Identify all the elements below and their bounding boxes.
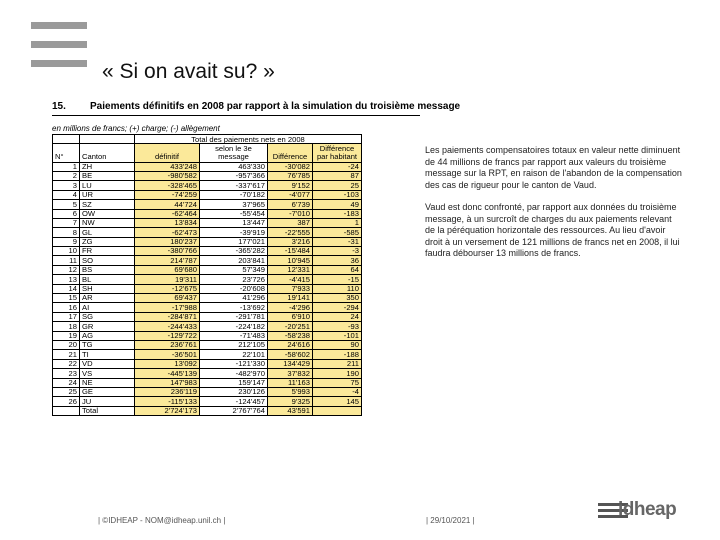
row-difference: 3'216 xyxy=(268,237,313,246)
row-number: 8 xyxy=(53,228,80,237)
row-selon: 203'841 xyxy=(200,256,268,265)
row-par-habitant: 190 xyxy=(313,369,362,378)
row-difference: 10'945 xyxy=(268,256,313,265)
row-definitif: -445'139 xyxy=(135,369,200,378)
row-canton: GE xyxy=(80,387,135,396)
row-par-habitant: 350 xyxy=(313,294,362,303)
table-row xyxy=(53,228,362,237)
header-definitif: définitif xyxy=(135,144,200,162)
row-canton: UR xyxy=(80,190,135,199)
row-difference: 387 xyxy=(268,218,313,227)
row-definitif: 13'092 xyxy=(135,359,200,368)
table-row xyxy=(53,387,362,396)
row-canton: SH xyxy=(80,284,135,293)
row-number: 17 xyxy=(53,312,80,321)
row-number: 24 xyxy=(53,378,80,387)
header-num: N° xyxy=(53,144,80,162)
table-row xyxy=(53,190,362,199)
row-canton: TG xyxy=(80,341,135,350)
section-title: Paiements définitifs en 2008 par rapport à la simulation du troisième message xyxy=(90,101,461,112)
section-number: 15. xyxy=(52,101,66,112)
row-number: 15 xyxy=(53,294,80,303)
row-par-habitant: -24 xyxy=(313,162,362,171)
row-definitif: 180'237 xyxy=(135,237,200,246)
row-definitif: 44'724 xyxy=(135,200,200,209)
row-canton: VD xyxy=(80,359,135,368)
row-selon: -124'457 xyxy=(200,397,268,406)
row-selon: -55'454 xyxy=(200,209,268,218)
row-par-habitant: 24 xyxy=(313,312,362,321)
row-definitif: -380'766 xyxy=(135,247,200,256)
row-difference: 24'616 xyxy=(268,341,313,350)
row-canton: FR xyxy=(80,247,135,256)
row-definitif: -17'988 xyxy=(135,303,200,312)
row-selon: 41'296 xyxy=(200,294,268,303)
row-canton: TI xyxy=(80,350,135,359)
row-definitif: 19'311 xyxy=(135,275,200,284)
row-selon: 159'147 xyxy=(200,378,268,387)
row-selon: 13'447 xyxy=(200,218,268,227)
row-par-habitant: -183 xyxy=(313,209,362,218)
row-number: 9 xyxy=(53,237,80,246)
header-par-habitant: Différence par habitant xyxy=(313,144,362,162)
row-par-habitant: -4 xyxy=(313,387,362,396)
row-difference: 19'141 xyxy=(268,294,313,303)
row-definitif: -244'433 xyxy=(135,322,200,331)
row-par-habitant: 25 xyxy=(313,181,362,190)
row-number: 2 xyxy=(53,171,80,180)
footer-date: | 29/10/2021 | xyxy=(426,516,475,525)
row-number: 13 xyxy=(53,275,80,284)
row-number: 11 xyxy=(53,256,80,265)
row-definitif: -36'501 xyxy=(135,350,200,359)
row-number: 22 xyxy=(53,359,80,368)
row-definitif: 147'983 xyxy=(135,378,200,387)
row-canton: JU xyxy=(80,397,135,406)
row-difference: -58'602 xyxy=(268,350,313,359)
row-difference: 76'785 xyxy=(268,171,313,180)
row-difference: 7'933 xyxy=(268,284,313,293)
row-selon: -337'617 xyxy=(200,181,268,190)
footer-copyright: | ©IDHEAP - NOM@idheap.unil.ch | xyxy=(98,516,226,525)
row-canton: LU xyxy=(80,181,135,190)
row-selon: -957'366 xyxy=(200,171,268,180)
row-canton: AG xyxy=(80,331,135,340)
row-par-habitant: 110 xyxy=(313,284,362,293)
menu-bars-decoration xyxy=(31,22,87,79)
explanation-note xyxy=(425,145,683,271)
row-definitif: -12'675 xyxy=(135,284,200,293)
payments-table xyxy=(52,134,362,416)
table-row xyxy=(53,312,362,321)
row-canton: ZH xyxy=(80,162,135,171)
table-row xyxy=(53,369,362,378)
section-rule xyxy=(52,115,420,116)
row-number: 4 xyxy=(53,190,80,199)
row-definitif: -62'473 xyxy=(135,228,200,237)
row-canton: NW xyxy=(80,218,135,227)
table-row xyxy=(53,171,362,180)
row-selon: 230'126 xyxy=(200,387,268,396)
row-difference: 37'832 xyxy=(268,369,313,378)
total-par-habitant xyxy=(313,406,362,415)
row-number: 20 xyxy=(53,341,80,350)
row-par-habitant: -3 xyxy=(313,247,362,256)
table-row xyxy=(53,303,362,312)
total-difference: 43'591 xyxy=(268,406,313,415)
bar-1 xyxy=(31,22,87,29)
total-row xyxy=(53,406,362,415)
row-par-habitant: -103 xyxy=(313,190,362,199)
row-canton: NE xyxy=(80,378,135,387)
row-definitif: 69'680 xyxy=(135,265,200,274)
row-difference: -30'082 xyxy=(268,162,313,171)
note-paragraph-1: Les paiements compensatoires totaux en valeur nette diminuent de 44 millions de francs par rapport aux valeurs du troisième message sur la RPT, en raison de l'abandon de la compensation des cas de rigueur pour le canton de Vaud. xyxy=(425,145,682,190)
logo-text: idheap xyxy=(618,499,677,520)
row-difference: 6'910 xyxy=(268,312,313,321)
row-number: 6 xyxy=(53,209,80,218)
table-row xyxy=(53,341,362,350)
row-number: 5 xyxy=(53,200,80,209)
row-difference: 9'325 xyxy=(268,397,313,406)
table-row xyxy=(53,397,362,406)
row-definitif: -62'464 xyxy=(135,209,200,218)
row-selon: -13'692 xyxy=(200,303,268,312)
row-definitif: -328'465 xyxy=(135,181,200,190)
total-label: Total xyxy=(80,406,135,415)
row-number: 7 xyxy=(53,218,80,227)
row-number: 1 xyxy=(53,162,80,171)
row-difference: 6'739 xyxy=(268,200,313,209)
row-number: 23 xyxy=(53,369,80,378)
row-difference: -4'077 xyxy=(268,190,313,199)
table-row xyxy=(53,162,362,171)
table-row xyxy=(53,247,362,256)
row-par-habitant: 36 xyxy=(313,256,362,265)
table-row xyxy=(53,256,362,265)
row-selon: 212'105 xyxy=(200,341,268,350)
row-selon: -121'330 xyxy=(200,359,268,368)
row-canton: OW xyxy=(80,209,135,218)
row-definitif: 433'248 xyxy=(135,162,200,171)
slide-title: « Si on avait su? » xyxy=(102,60,275,83)
row-par-habitant: 211 xyxy=(313,359,362,368)
row-par-habitant: 1 xyxy=(313,218,362,227)
row-canton: SO xyxy=(80,256,135,265)
row-number: 3 xyxy=(53,181,80,190)
note-paragraph-2: Vaud est donc confronté, par rapport aux données du troisième message, à un surcroît de charges du aux paiements relevant de la péréquation horizontale des ressources. Au lieu d'avoir droit à un versement de 121 millions de francs net en 2008, il lui faudra débourser 13 millions de francs. xyxy=(425,202,680,258)
row-canton: GL xyxy=(80,228,135,237)
row-number: 21 xyxy=(53,350,80,359)
row-difference: -20'251 xyxy=(268,322,313,331)
row-selon: -20'608 xyxy=(200,284,268,293)
row-par-habitant: -31 xyxy=(313,237,362,246)
table-body xyxy=(53,162,362,406)
row-selon: -39'919 xyxy=(200,228,268,237)
row-selon: -224'182 xyxy=(200,322,268,331)
row-definitif: -74'259 xyxy=(135,190,200,199)
row-par-habitant: 87 xyxy=(313,171,362,180)
table-row xyxy=(53,218,362,227)
row-selon: -365'282 xyxy=(200,247,268,256)
row-canton: SZ xyxy=(80,200,135,209)
row-par-habitant: -585 xyxy=(313,228,362,237)
row-difference: -7'010 xyxy=(268,209,313,218)
row-selon: -482'970 xyxy=(200,369,268,378)
table-row xyxy=(53,294,362,303)
row-selon: -71'483 xyxy=(200,331,268,340)
row-par-habitant: -188 xyxy=(313,350,362,359)
row-canton: GR xyxy=(80,322,135,331)
row-par-habitant: 75 xyxy=(313,378,362,387)
table-row xyxy=(53,322,362,331)
row-canton: SG xyxy=(80,312,135,321)
row-selon: -291'781 xyxy=(200,312,268,321)
row-difference: -58'238 xyxy=(268,331,313,340)
row-difference: 134'429 xyxy=(268,359,313,368)
row-canton: AI xyxy=(80,303,135,312)
row-canton: AR xyxy=(80,294,135,303)
header-canton: Canton xyxy=(80,144,135,162)
row-difference: 11'163 xyxy=(268,378,313,387)
table-row xyxy=(53,265,362,274)
table-row xyxy=(53,359,362,368)
row-canton: BE xyxy=(80,171,135,180)
row-selon: 37'965 xyxy=(200,200,268,209)
row-selon: 177'021 xyxy=(200,237,268,246)
row-par-habitant: -294 xyxy=(313,303,362,312)
idheap-logo xyxy=(598,499,688,521)
row-number: 14 xyxy=(53,284,80,293)
units-note: en millions de francs; (+) charge; (-) allègement xyxy=(52,124,220,133)
header-selon: selon le 3e message xyxy=(200,144,268,162)
row-number: 18 xyxy=(53,322,80,331)
total-selon: 2'767'764 xyxy=(200,406,268,415)
row-difference: -4'296 xyxy=(268,303,313,312)
total-header: Total des paiements nets en 2008 xyxy=(135,135,362,144)
table-row xyxy=(53,331,362,340)
row-definitif: -980'582 xyxy=(135,171,200,180)
row-selon: -70'182 xyxy=(200,190,268,199)
row-difference: -4'415 xyxy=(268,275,313,284)
table-row xyxy=(53,200,362,209)
row-definitif: -129'722 xyxy=(135,331,200,340)
row-difference: 5'993 xyxy=(268,387,313,396)
row-canton: ZG xyxy=(80,237,135,246)
bar-2 xyxy=(31,41,87,48)
table-row xyxy=(53,378,362,387)
row-difference: -15'484 xyxy=(268,247,313,256)
row-number: 16 xyxy=(53,303,80,312)
row-canton: BL xyxy=(80,275,135,284)
row-definitif: -115'133 xyxy=(135,397,200,406)
row-selon: 22'101 xyxy=(200,350,268,359)
row-definitif: -284'871 xyxy=(135,312,200,321)
row-number: 26 xyxy=(53,397,80,406)
row-selon: 23'726 xyxy=(200,275,268,284)
row-par-habitant: -101 xyxy=(313,331,362,340)
row-par-habitant: -15 xyxy=(313,275,362,284)
row-number: 12 xyxy=(53,265,80,274)
header-difference: Différence xyxy=(268,144,313,162)
table-row xyxy=(53,209,362,218)
row-number: 10 xyxy=(53,247,80,256)
table-row xyxy=(53,350,362,359)
row-definitif: 69'437 xyxy=(135,294,200,303)
table-row xyxy=(53,275,362,284)
row-canton: BS xyxy=(80,265,135,274)
table-row xyxy=(53,237,362,246)
row-selon: 57'349 xyxy=(200,265,268,274)
row-par-habitant: 49 xyxy=(313,200,362,209)
row-difference: -22'555 xyxy=(268,228,313,237)
row-number: 19 xyxy=(53,331,80,340)
table-row xyxy=(53,284,362,293)
row-par-habitant: 145 xyxy=(313,397,362,406)
row-par-habitant: -93 xyxy=(313,322,362,331)
total-definitif: 2'724'173 xyxy=(135,406,200,415)
row-definitif: 236'119 xyxy=(135,387,200,396)
row-par-habitant: 90 xyxy=(313,341,362,350)
row-number: 25 xyxy=(53,387,80,396)
row-par-habitant: 64 xyxy=(313,265,362,274)
row-definitif: 236'761 xyxy=(135,341,200,350)
row-definitif: 214'787 xyxy=(135,256,200,265)
row-difference: 9'152 xyxy=(268,181,313,190)
row-canton: VS xyxy=(80,369,135,378)
bar-3 xyxy=(31,60,87,67)
table-row xyxy=(53,181,362,190)
row-difference: 12'331 xyxy=(268,265,313,274)
row-definitif: 13'834 xyxy=(135,218,200,227)
row-selon: 463'330 xyxy=(200,162,268,171)
